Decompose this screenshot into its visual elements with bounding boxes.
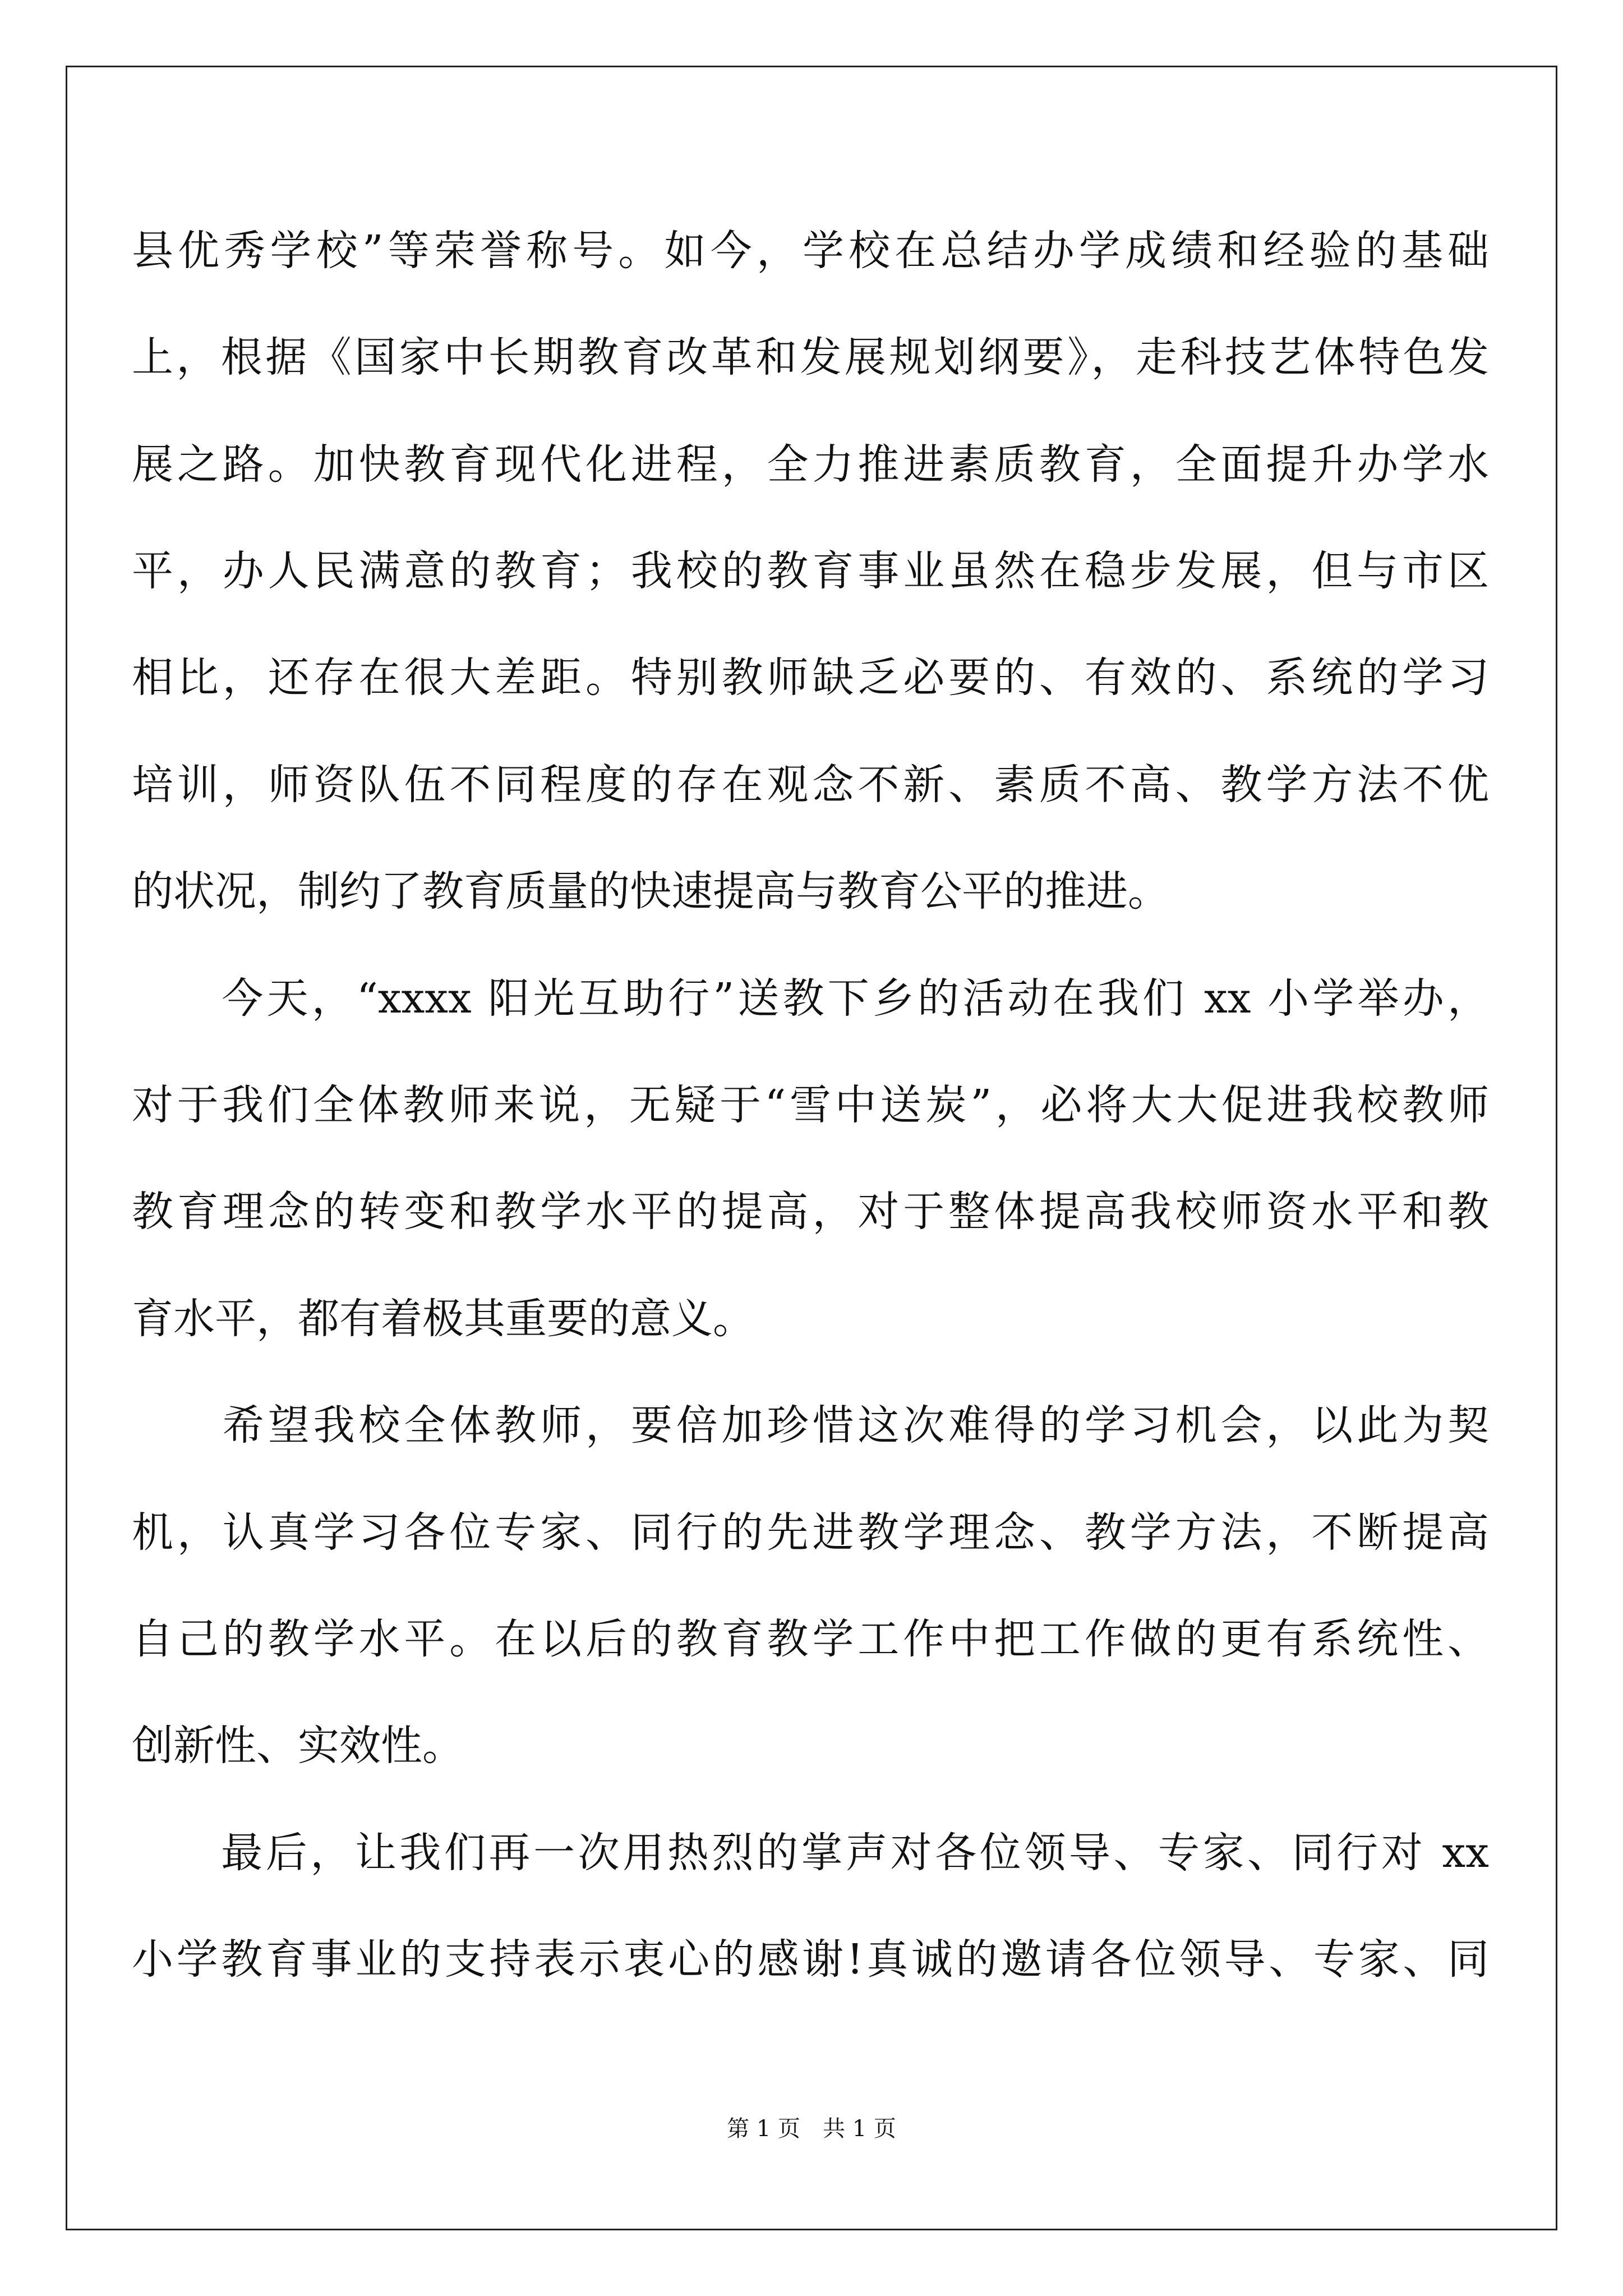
- text-line: 机，认真学习各位专家、同行的先进教学理念、教学方法，不断提高: [132, 1508, 1489, 1557]
- text-line: 县优秀学校”等荣誉称号。如今，学校在总结办学成绩和经验的基础: [132, 227, 1489, 275]
- text-line: 今天，“xxxx 阳光互助行”送教下乡的活动在我们 xx 小学举办，: [132, 974, 1489, 1023]
- text-line: 相比，还存在很大差距。特别教师缺乏必要的、有效的、系统的学习: [132, 654, 1489, 702]
- text-line: 希望我校全体教师，要倍加珍惜这次难得的学习机会，以此为契: [132, 1401, 1489, 1450]
- text-line: 培训，师资队伍不同程度的存在观念不新、素质不高、教学方法不优: [132, 761, 1489, 809]
- text-line: 最后，让我们再一次用热烈的掌声对各位领导、专家、同行对 xx: [132, 1829, 1489, 1877]
- text-line: 的状况，制约了教育质量的快速提高与教育公平的推进。: [132, 867, 1169, 915]
- page-number-footer: 第 1 页 共 1 页: [727, 2116, 896, 2142]
- text-line: 平，办人民满意的教育；我校的教育事业虽然在稳步发展，但与市区: [132, 547, 1489, 595]
- text-line: 教育理念的转变和教学水平的提高，对于整体提高我校师资水平和教: [132, 1188, 1489, 1236]
- text-line: 育水平，都有着极其重要的意义。: [132, 1295, 754, 1343]
- text-line: 对于我们全体教师来说，无疑于“雪中送炭”，必将大大促进我校教师: [132, 1081, 1489, 1129]
- text-line: 小学教育事业的支持表示衷心的感谢!真诚的邀请各位领导、专家、同: [132, 1935, 1489, 1984]
- text-line: 创新性、实效性。: [132, 1722, 464, 1770]
- text-line: 展之路。加快教育现代化进程，全力推进素质教育，全面提升办学水: [132, 440, 1489, 489]
- text-line: 上，根据《国家中长期教育改革和发展规划纲要》，走科技艺体特色发: [132, 333, 1489, 381]
- text-line: 自己的教学水平。在以后的教育教学工作中把工作做的更有系统性、: [132, 1615, 1489, 1663]
